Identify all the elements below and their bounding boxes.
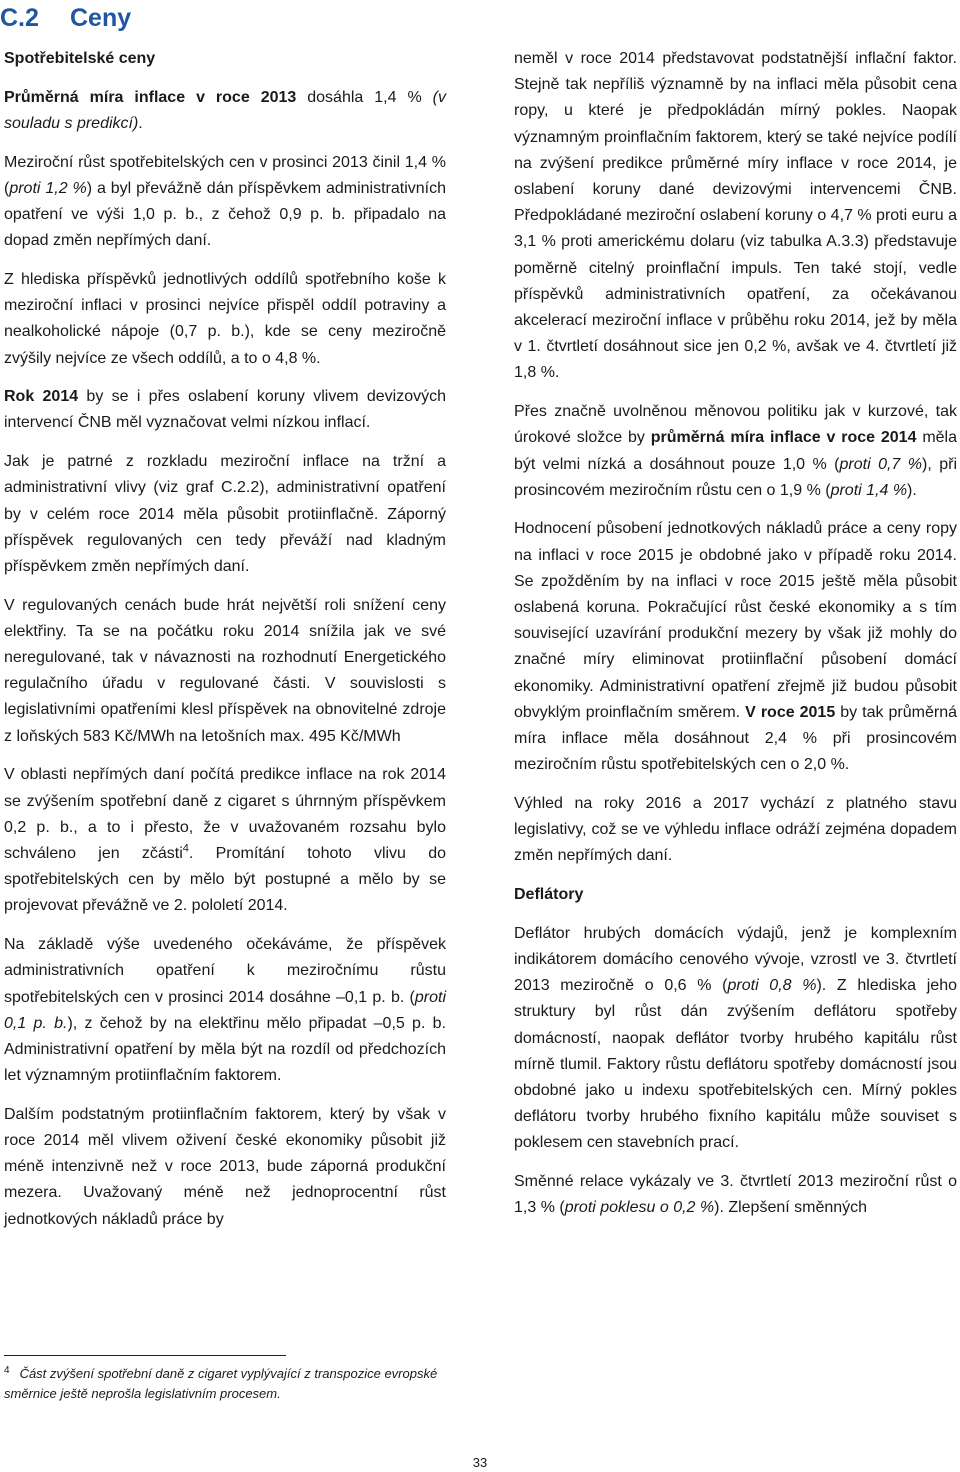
paragraph-administrative-measures: Na základě výše uvedeného očekáváme, že příspěvek administrativních opatření k meziročnímu růstu spotřebitelských cen v prosinci 2014 dosáhne –0,1 p. b. (proti 0,1 p. b.), z čehož by na elektřinu mělo připadat –0,5 p. b. Administrativní opatření by měla být na rozdíl od předchozích let významným protiinflačním faktorem.: [4, 936, 446, 1085]
section-number: C.2: [0, 4, 39, 32]
paragraph-deflator: Deflátor hrubých domácích výdajů, jenž je komplexním indikátorem domácího cenového vývoje, vzrostl ve 3. čtvrtletí 2013 meziročně o 0,6 % (proti 0,8 %). Z hlediska jeho struktury byl růst dán zvýšením deflátoru spotřeby domácností, naopak deflátor tvorby hrubého kapitálu růst mírně tlumil. Faktory růstu deflátoru spotřeby domácností jsou obdobné jako u indexu spotřebitelských cen. Mírný pokles deflátoru tvorby hrubého fixního kapitálu může souviset s poklesem cen stavebních prací.: [514, 924, 957, 1152]
paragraph-yoy-growth: Meziroční růst spotřebitelských cen v prosinci 2013 činil 1,4 % (proti 1,2 %) a byl převážně dán příspěvkem administrativních opatření ve výši 1,0 p. b., z čehož 0,9 p. b. připadalo na dopad změn nepřímých daní.: [4, 153, 447, 250]
bold-phrase: Průměrná míra inflace v roce 2013: [4, 88, 297, 106]
footnote-text: Část zvýšení spotřební daně z cigaret vyplývající z transpozice evropské směrnice ještě neprošla legislativním procesem.: [4, 1366, 438, 1401]
paragraph-average-inflation: Průměrná míra inflace v roce 2013 dosáhla 1,4 % (v souladu s predikcí).: [4, 88, 446, 132]
paragraph-contributions: Z hlediska příspěvků jednotlivých oddílů spotřebního koše k meziroční inflaci v prosinci nejvíce přispěl oddíl potraviny a nealkoholické nápoje (0,7 p. b.), kde se ceny meziročně zvýšily nejvíce ze všech oddílů, a to o 4,8 %.: [4, 270, 446, 367]
page-number: 33: [472, 1455, 488, 1470]
footnote-reference: 4: [182, 842, 189, 855]
footnote-divider: [4, 1355, 286, 1356]
paragraph-monetary-policy: Přes značně uvolněnou měnovou politiku jak v kurzové, tak úrokové složce by průměrná míra inflace v roce 2014 měla být velmi nízká a dosáhnout pouze 1,0 % (proti 0,7 %), při prosincovém meziročním růstu cen o 1,9 % (proti 1,4 %).: [514, 403, 958, 499]
paragraph-terms-of-trade: Směnné relace vykázaly ve 3. čtvrtletí 2013 meziroční růst o 1,3 % (proti poklesu o 0,2 %). Zlepšení směnných: [514, 1173, 957, 1217]
subheading-consumer-prices: Spotřebitelské ceny: [4, 50, 156, 67]
paragraph-outlook-2016-2017: Výhled na roky 2016 a 2017 vychází z platného stavu legislativy, což se ve výhledu inflace odráží zejména dopadem změn nepřímých daní.: [514, 794, 957, 865]
paragraph-oil-and-koruna: neměl v roce 2014 představovat podstatnější inflační faktor. Stejně tak nepříliš významně by na inflaci měla působit cena ropy, u které je předpokládán mírný pokles. Naopak významným proinflačním faktorem, který se také nejvíce podílí na zvýšení predikce průměrné míry inflace v roce 2014, je oslabení koruny dané devizovými intervencemi ČNB. Předpokládané meziroční oslabení koruny o 4,7 % proti euru a 3,1 % proti americkému dolaru (viz tabulka A.3.3) představuje poměrně citelný proinflační impuls. Ten také stojí, vedle příspěvků administrativních opatření, za očekávanou akcelerací meziroční inflace v průběhu roku 2014, jež by měla v 1. čtvrtletí dosáhnout sice jen 0,2 %, avšak ve 4. čtvrtletí již 1,8 %.: [514, 50, 957, 382]
footnote-mark: 4: [4, 1364, 10, 1376]
section-heading: [0, 2, 460, 34]
paragraph-year-2014: Rok 2014 by se i přes oslabení koruny vlivem devizových intervencí ČNB měl vyznačovat velmi nízkou inflací.: [4, 388, 446, 432]
paragraph-regulated-prices: V regulovaných cenách bude hrát největší roli snížení ceny elektřiny. Ta se na počátku roku 2014 snížila jak ve své neregulované, tak v návaznosti na rozhodnutí Energetického regulačního úřadu v regulované části. V souvislosti s legislativními opatřeními klesl příspěvek na obnovitelné zdroje z loňských 583 Kč/MWh na letošních max. 495 Kč/MWh: [4, 596, 446, 745]
bold-phrase: Rok 2014: [4, 388, 79, 406]
footnote: [4, 1364, 446, 1404]
bold-phrase: průměrná míra inflace v roce 2014: [650, 429, 917, 447]
paragraph-output-gap: Dalším podstatným protiinflačním faktorem, který by však v roce 2014 měl vlivem oživení české ekonomiky působit již méně intenzivně než v roce 2013, bude záporná produkční mezera. Uvažovaný méně než jednoprocentní růst jednotkových nákladů práce by: [4, 1105, 446, 1228]
subheading-deflators: Deflátory: [514, 886, 584, 904]
paragraph-year-2015: Hodnocení působení jednotkových nákladů práce a ceny ropy na inflaci v roce 2015 je obdobné jako v případě roku 2014. Se zpožděním by na inflaci v roce 2015 ještě měla působit oslabená koruna. Pokračující růst české ekonomiky a s tím související uzavírání produkční mezery by však již mohly do značné míry eliminovat protiinflační působení domácí ekonomiky. Administrativní opatření zřejmě již budou působit obvyklým proinflačním směrem. V roce 2015 by tak průměrná míra inflace měla dosáhnout 2,4 % při prosincovém meziročním růstu spotřebitelských cen o 2,0 %.: [514, 520, 958, 774]
section-title: Ceny: [70, 4, 132, 32]
paragraph-decomposition: Jak je patrné z rozkladu meziroční inflace na tržní a administrativní vlivy (viz graf C.2.2), administrativní opatření by v celém roce 2014 měla působit protiinflačně. Záporný příspěvek regulovaných cen tedy převáží nad kladným příspěvkem změn nepřímých daní.: [4, 453, 446, 575]
paragraph-indirect-taxes: V oblasti nepřímých daní počítá predikce inflace na rok 2014 se zvýšením spotřební daně z cigaret s úhrnným příspěvkem 0,2 p. b., a to i přesto, že v uvažovaném rozsahu bylo schváleno jen zčásti$^4$. Promítání tohoto vlivu do spotřebitelských cen by mělo být postupné a mělo by se projevovat převážně ve 2. pololetí 2014.: [4, 766, 447, 915]
bold-phrase: V roce 2015: [745, 703, 836, 721]
